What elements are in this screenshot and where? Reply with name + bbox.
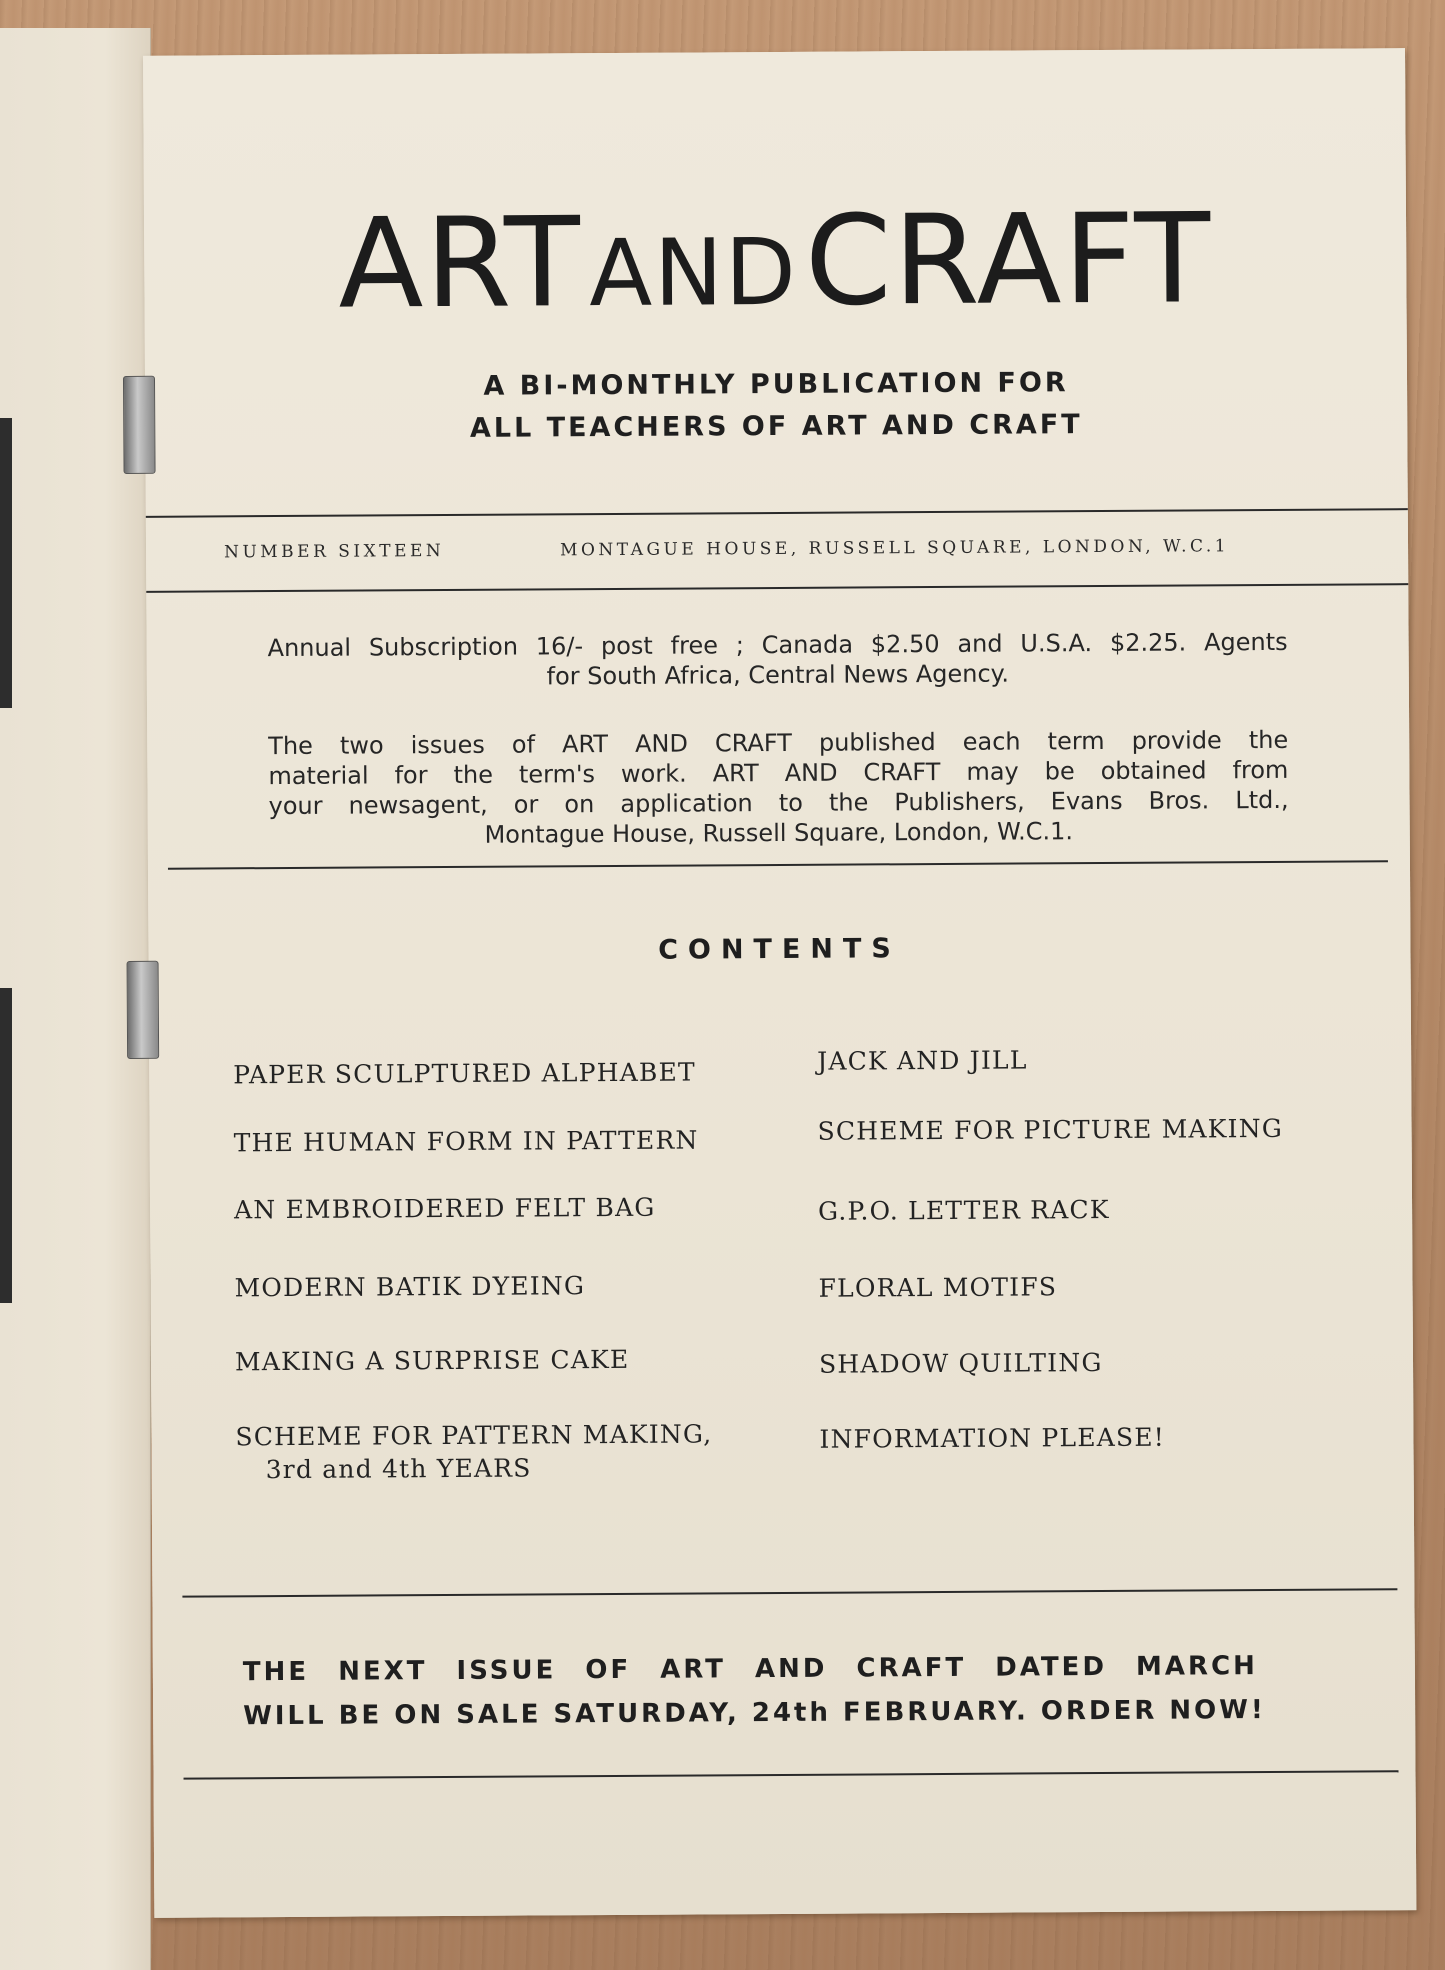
contents-item: G.P.O. LETTER RACK (817, 1194, 1110, 1226)
notice-line-1: THE NEXT ISSUE OF ART AND CRAFT DATED MARCH (242, 1651, 1258, 1688)
issue-number: NUMBER SIXTEEN (223, 541, 445, 563)
info-line-1: The two issues of ART AND CRAFT published each term provide the (268, 725, 1289, 761)
contents-item: THE HUMAN FORM IN PATTERN (233, 1125, 699, 1158)
contents-item (235, 1419, 712, 1484)
next-issue-notice (242, 1644, 1266, 1738)
contents-item: PAPER SCULPTURED ALPHABET (233, 1057, 696, 1090)
title-craft: CRAFT (804, 187, 1213, 334)
contents-heading: CONTENTS (658, 933, 901, 966)
divider-rule (182, 1588, 1397, 1597)
title-and: AND (588, 218, 799, 328)
contents-item-title: SCHEME FOR PATTERN MAKING, (235, 1419, 713, 1452)
divider-rule (168, 860, 1388, 869)
contents-item: SCHEME FOR PICTURE MAKING (817, 1113, 1284, 1146)
issue-info-row (146, 535, 1408, 563)
notice-line-2: WILL BE ON SALE SATURDAY, 24th FEBRUARY. ORDER NOW! (243, 1695, 1266, 1732)
contents-item: MAKING A SURPRISE CAKE (234, 1344, 630, 1377)
info-line-3: your newsagent, or on application to the Publishers, Evans Bros. Ltd., (268, 785, 1289, 821)
previous-page-image-edge (0, 988, 12, 1303)
publisher-address: MONTAGUE HOUSE, RUSSELL SQUARE, LONDON, W.C.1 (559, 536, 1230, 561)
subtitle-line-1: A BI-MONTHLY PUBLICATION FOR (483, 367, 1069, 402)
divider-rule (146, 583, 1408, 593)
title-art: ART (337, 191, 583, 337)
info-line-4: Montague House, Russell Square, London, W.C.1. (484, 817, 1074, 849)
contents-item: MODERN BATIK DYEING (234, 1271, 586, 1303)
contents-item: SHADOW QUILTING (818, 1348, 1103, 1379)
masthead-title (144, 186, 1407, 338)
contents-item: INFORMATION PLEASE! (819, 1422, 1166, 1454)
contents-item: AN EMBROIDERED FELT BAG (233, 1192, 656, 1225)
contents-item: FLORAL MOTIFS (818, 1272, 1058, 1303)
magazine-page (143, 48, 1416, 1918)
subscription-line-2: for South Africa, Central News Agency. (546, 659, 1010, 691)
subscription-line-1: Annual Subscription 16/- post free ; Canada $2.50 and U.S.A. $2.25. Agents (267, 627, 1288, 663)
divider-rule (184, 1770, 1399, 1779)
previous-page-image-edge (0, 418, 12, 708)
subscription-text (268, 627, 1288, 693)
staple-bottom (127, 961, 160, 1059)
contents-item: JACK AND JILL (817, 1045, 1028, 1076)
subtitle-line-2: ALL TEACHERS OF ART AND CRAFT (469, 409, 1083, 444)
info-line-2: material for the term's work. ART AND CRAFT may be obtained from (268, 755, 1289, 791)
info-text (268, 725, 1289, 851)
contents-item-subtitle: 3rd and 4th YEARS (265, 1453, 532, 1485)
masthead-subtitle (145, 360, 1407, 452)
divider-rule (146, 508, 1408, 518)
